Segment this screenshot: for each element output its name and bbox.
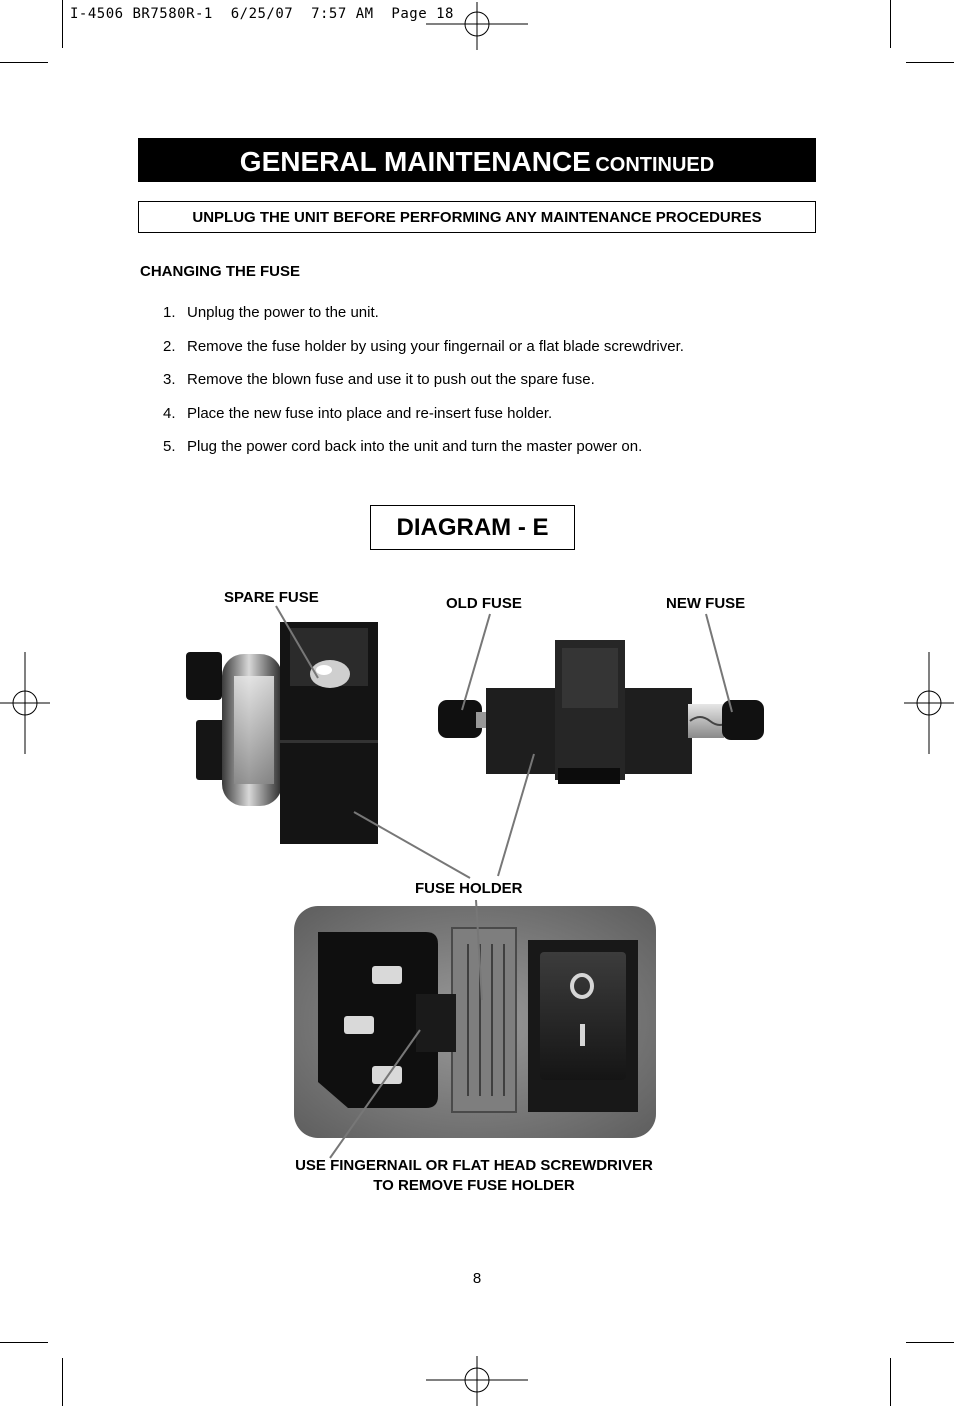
section-heading: CHANGING THE FUSE [140, 263, 301, 280]
step-number: 3. [163, 371, 176, 388]
power-entry-module-photo [294, 906, 656, 1138]
label-instruction-line2: TO REMOVE FUSE HOLDER [373, 1177, 575, 1194]
printer-slug: I-4506 BR7580R-1 6/25/07 7:57 AM Page 18 [70, 6, 454, 22]
label-instruction-line1: USE FINGERNAIL OR FLAT HEAD SCREWDRIVER [295, 1157, 653, 1174]
diagram-title: DIAGRAM - E [370, 505, 575, 550]
fuse-holder-left-photo [186, 622, 378, 844]
step-number: 1. [163, 304, 176, 321]
title-main: GENERAL MAINTENANCE [239, 146, 591, 177]
step-text: Remove the fuse holder by using your fingernail or a flat blade screwdriver. [187, 337, 684, 355]
step-text: Place the new fuse into place and re-insert fuse holder. [187, 404, 553, 422]
step-number: 2. [163, 337, 176, 355]
label-new-fuse: NEW FUSE [666, 595, 746, 612]
step-text: Remove the blown fuse and use it to push out the spare fuse. [187, 371, 595, 388]
label-fuse-holder: FUSE HOLDER [415, 880, 523, 897]
step-text: Unplug the power to the unit. [187, 304, 379, 321]
page-number: 8 [472, 1270, 482, 1287]
label-old-fuse: OLD FUSE [446, 595, 522, 612]
label-instruction [274, 1156, 674, 1196]
step-text: Plug the power cord back into the unit and turn the master power on. [187, 438, 643, 455]
fuse-holder-right-photo [438, 640, 764, 784]
step-number: 4. [163, 404, 176, 422]
label-spare-fuse: SPARE FUSE [224, 589, 319, 606]
title-sub: CONTINUED [595, 154, 715, 176]
warning-notice: UNPLUG THE UNIT BEFORE PERFORMING ANY MAINTENANCE PROCEDURES [138, 201, 816, 233]
step-number: 5. [163, 438, 176, 455]
